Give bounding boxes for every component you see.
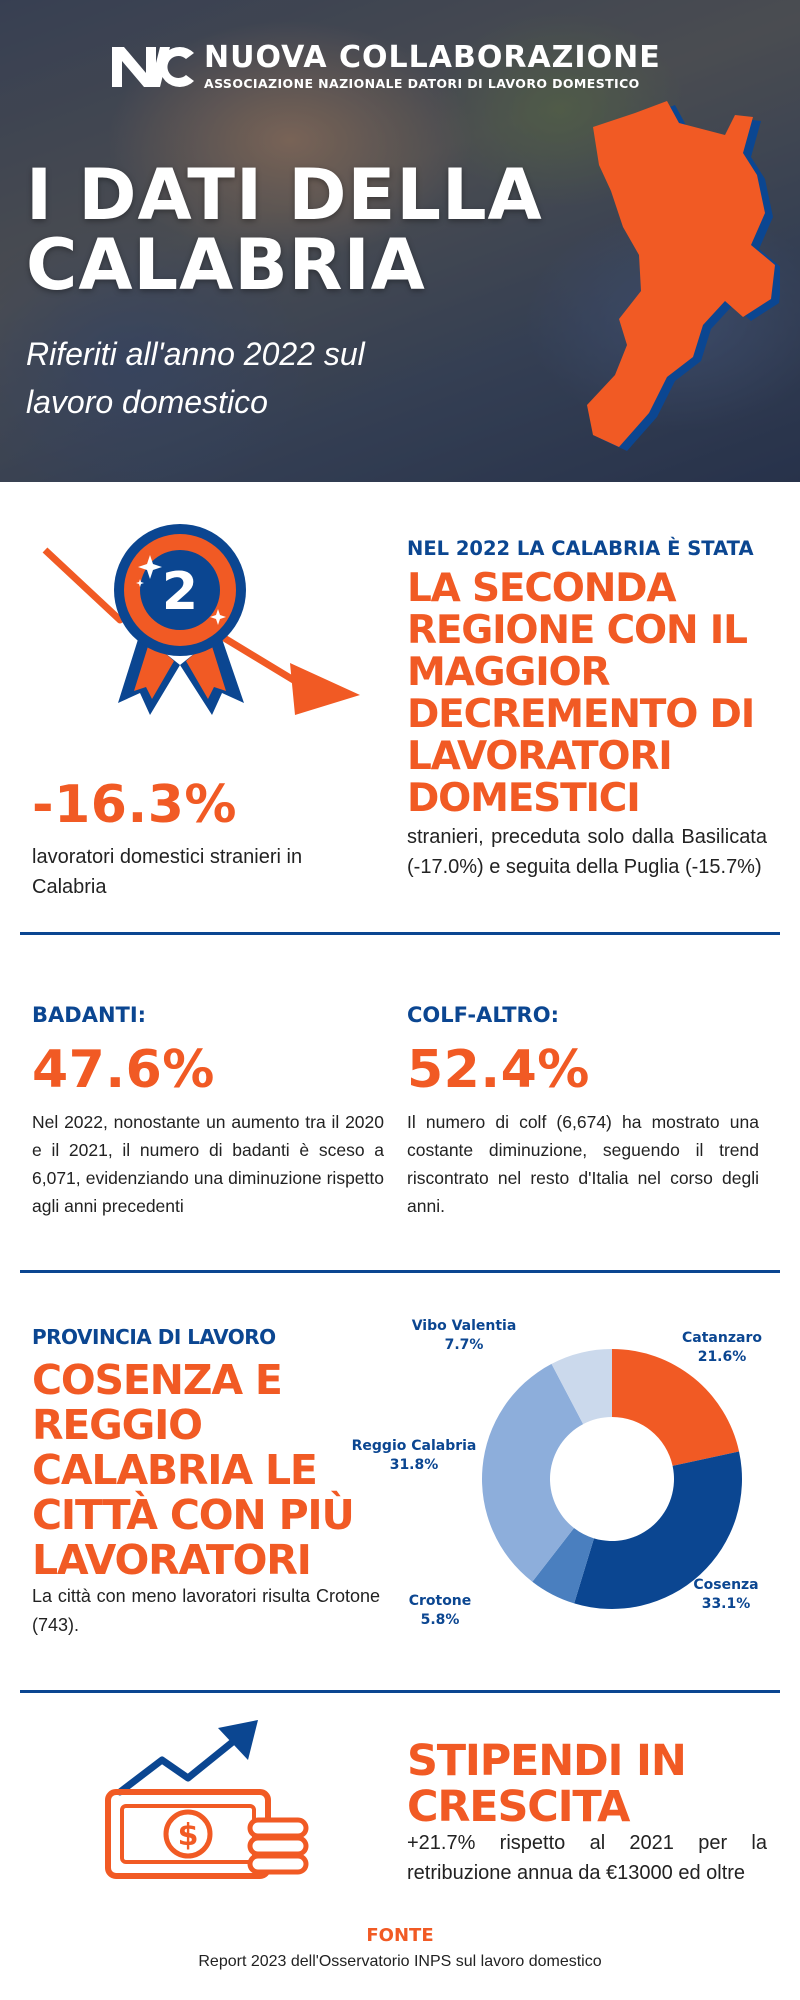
donut-value-reggio-calabria: 31.8% [389,1457,439,1473]
salary-headline: STIPENDI IN CRESCITA [407,1736,686,1832]
logo-subtitle: ASSOCIAZIONE NAZIONALE DATORI DI LAVORO DOMESTICO [204,76,640,91]
section-divider [20,932,780,935]
logo [110,42,661,91]
badanti-label: BADANTI: [32,1003,147,1027]
page-title-line1: I DATI DELLA [26,154,543,236]
page-subtitle: Riferiti all'anno 2022 sul lavoro domestico [26,336,365,420]
donut-value-catanzaro: 21.6% [697,1349,747,1365]
donut-value-vibo-valentia: 7.7% [444,1337,484,1353]
colf-body: Il numero di colf (6,674) ha mostrato una costante diminuzione, seguendo il trend riscontrato nel resto d'Italia nel corso degli anni. [407,1112,759,1216]
svg-text:$: $ [177,1818,199,1853]
donut-label-catanzaro: Catanzaro [682,1330,762,1346]
calabria-map-icon [575,95,780,455]
logo-mark-icon [110,43,196,91]
colf-percentage: 52.4% [407,1040,590,1100]
donut-label-reggio-calabria: Reggio Calabria [351,1438,477,1454]
province-kicker: PROVINCIA DI LAVORO [32,1325,276,1349]
ranking-kicker: NEL 2022 LA CALABRIA È STATA [407,537,754,560]
salary-body: +21.7% rispetto al 2021 per la retribuzione annua da €13000 ed oltre [407,1832,767,1884]
ranking-body: stranieri, preceduta solo dalla Basilicata (-17.0%) e seguita della Puglia (-15.7%) [407,826,767,878]
salary-growth-icon [100,1720,310,1885]
section-divider [20,1270,780,1273]
donut-label-cosenza: Cosenza [693,1577,759,1593]
province-body: La città con meno lavoratori risulta Crotone (743). [32,1586,380,1635]
foreign-workers-label: lavoratori domestici stranieri in Calabria [32,846,303,898]
source-text: Report 2023 dell'Osservatorio INPS sul lavoro domestico [198,1953,602,1970]
donut-slice-catanzaro [612,1349,739,1466]
donut-label-vibo-valentia: Vibo Valentia [411,1318,517,1334]
page-title [26,154,543,306]
source-label: FONTE [366,1925,434,1946]
donut-value-cosenza: 33.1% [701,1596,751,1612]
page-title-line2: CALABRIA [26,224,426,306]
ranking-headline: LA SECONDA REGIONE CON IL MAGGIOR DECREMENTO DI LAVORATORI DOMESTICI [407,566,755,821]
colf-label: COLF-ALTRO: [407,1003,559,1027]
section-divider [20,1690,780,1693]
badanti-percentage: 47.6% [32,1040,215,1100]
badanti-body: Nel 2022, nonostante un aumento tra il 2020 e il 2021, il numero di badanti è sceso a 6,071, evidenziando una diminuzione rispetto agli anni precedenti [32,1112,384,1216]
hero-banner [0,0,800,482]
province-headline: COSENZA E REGGIO CALABRIA LE CITTÀ CON PIÙ LAVORATORI [32,1356,354,1584]
province-donut-chart [330,1295,790,1655]
medal-number: 2 [161,562,199,622]
logo-title: NUOVA COLLABORAZIONE [204,40,661,75]
foreign-workers-percentage: -16.3% [32,775,237,835]
donut-value-crotone: 5.8% [420,1612,460,1628]
donut-label-crotone: Crotone [408,1593,472,1609]
medal-decrease-icon [40,515,370,730]
